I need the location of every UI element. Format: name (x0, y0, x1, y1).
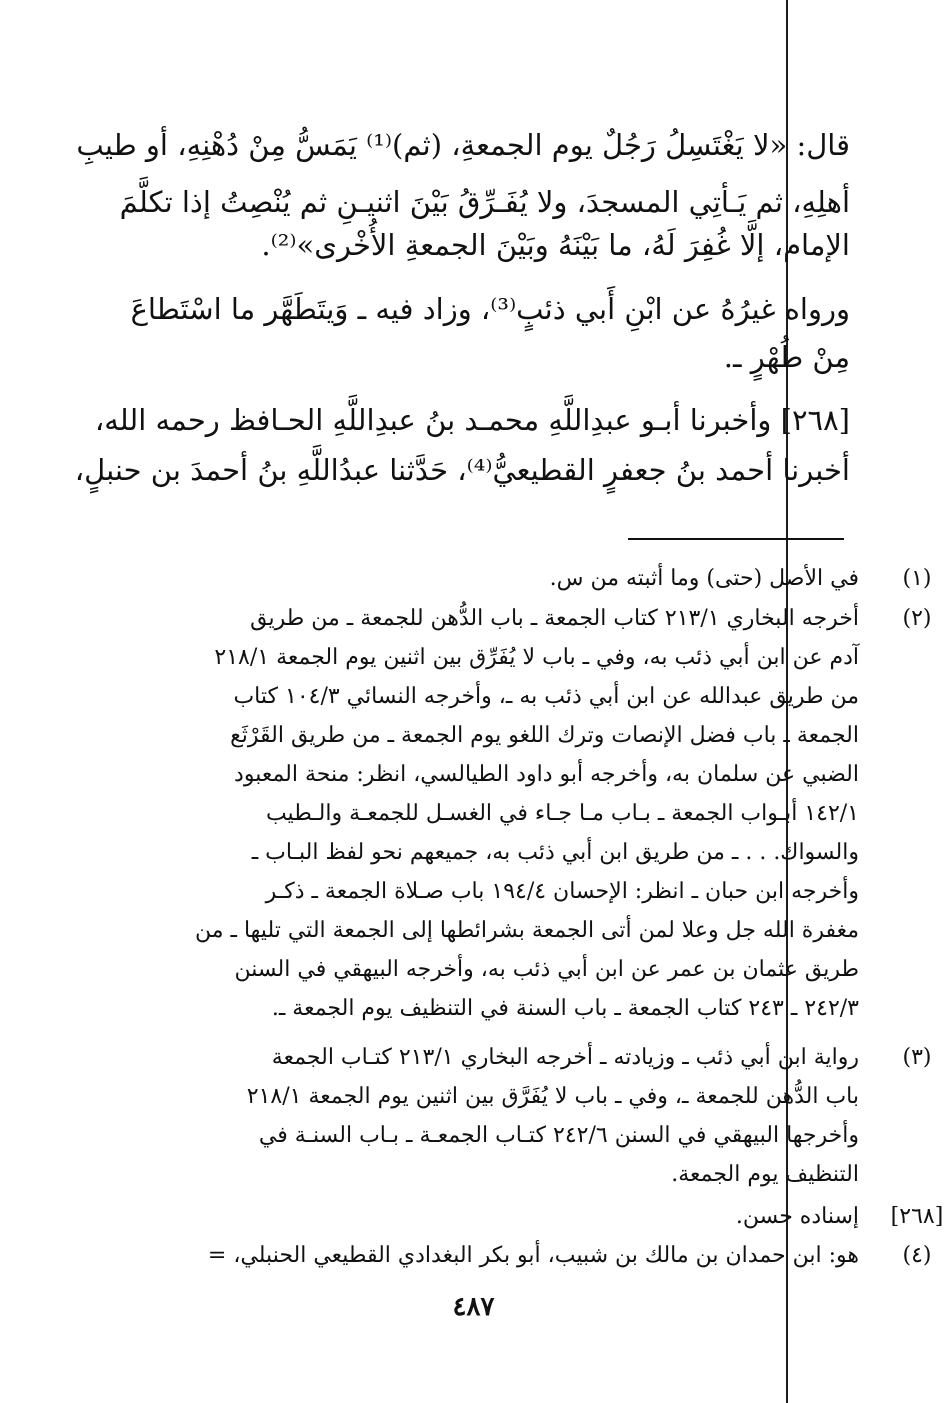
footnote-number: (٢) (902, 606, 932, 631)
footnote-line: آدم عن ابن أبي ذئب به، وفي ـ باب لا يُفَرِّق بين اثنين يوم الجمعة ٢١٨/١ (214, 645, 859, 670)
footnote-line: باب الدُّهن للجمعة ـ، وفي ـ باب لا يُفَرَّق بين اثنين يوم الجمعة ٢١٨/١ (246, 1084, 859, 1109)
footnote-number: (٣) (902, 1045, 932, 1070)
footnote-line: من طريق عبدالله عن ابن أبي ذئب به ـ، وأخرجه النسائي ١٠٤/٣ كتاب (233, 684, 859, 709)
page-number: ٤٨٧ (452, 1292, 495, 1322)
main-line: ورواه غيرُهُ عن ابْنِ أَبي ذئبٍ⁽³⁾، وزاد فيه ـ وَيتَطَهَّر ما اسْتَطاعَ (130, 292, 850, 326)
footnote-number: [٢٦٨] (890, 1204, 944, 1229)
footnote-line: التنظيف يوم الجمعة. (671, 1162, 859, 1187)
main-line: مِنْ طُهْرٍ ـ. (723, 340, 850, 374)
main-line: قال: «لا يَغْتَسِلُ رَجُلٌ يوم الجمعةِ، (ثم)⁽¹⁾ يَمَسُّ مِنْ دُهْنِهِ، أو طيبِ (76, 128, 850, 162)
footnote-line: إسناده حسن. (735, 1204, 859, 1229)
footnote-line: وأخرجه ابن حبان ـ انظر: الإحسان ١٩٤/٤ باب صـلاة الجمعة ـ ذكـر (265, 879, 859, 904)
footnote-number: (١) (902, 566, 932, 591)
footnote-line: أخرجه البخاري ٢١٣/١ كتاب الجمعة ـ باب الدُّهن للجمعة ـ من طريق (250, 606, 859, 631)
main-line: أخبرنا أحمد بنُ جعفرٍ القطيعيُّ⁽⁴⁾، حَدَّثنا عبدُاللَّهِ بنُ أحمدَ بن حنبلٍ، (74, 453, 850, 487)
footnote-line: وأخرجها البيهقي في السنن ٢٤٢/٦ كتـاب الجمعـة ـ بـاب السنـة في (258, 1123, 859, 1148)
footnote-line: الضبي عن سلمان به، وأخرجه أبو داود الطيالسي، انظر: منحة المعبود (234, 762, 859, 787)
footnote-line: هو: ابن حمدان بن مالك بن شبيب، أبو بكر البغدادي القطيعي الحنبلي، = (207, 1243, 859, 1268)
footnote-line: ١٤٢/١ أبـواب الجمعة ـ بـاب مـا جـاء في الغسـل للجمعـة والـطيب (265, 801, 859, 826)
footnote-line: ٢٤٢/٣ ـ ٢٤٣ كتاب الجمعة ـ باب السنة في التنظيف يوم الجمعة ـ. (271, 996, 859, 1021)
main-line: [٢٦٨] وأخبرنا أبـو عبدِاللَّهِ محمـد بنُ عبدِاللَّهِ الحـافظ رحمه الله، (94, 403, 850, 437)
footnote-line: مغفرة الله جل وعلا لمن أتى الجمعة بشرائطها إلى الجمعة التي تليها ـ من (195, 918, 859, 943)
footnote-number: (٤) (902, 1243, 932, 1268)
footnote-line: طريق عثمان بن عمر عن ابن أبي ذئب به، وأخرجه البيهقي في السنن (234, 957, 859, 982)
footnote-line: في الأصل (حتى) وما أثبته من س. (549, 566, 859, 591)
footnote-separator (628, 538, 844, 540)
footnote-line: الجمعة ـ باب فضل الإنصات وترك اللغو يوم الجمعة ـ من طريق القَرْثَع (230, 723, 859, 748)
footnote-line: رواية ابن أبي ذئب ـ وزيادته ـ أخرجه البخاري ٢١٣/١ كتـاب الجمعة (271, 1045, 859, 1070)
main-line: الإمام، إلَّا غُفِرَ لَهُ، ما بَيْنَهُ وبَيْنَ الجمعةِ الأُخْرى»⁽²⁾. (261, 228, 850, 262)
footnote-line: والسواك. . . ـ من طريق ابن أبي ذئب به، جميعهم نحو لفظ البـاب ـ (251, 840, 859, 865)
main-line: أهلِهِ، ثم يَـأتِي المسجدَ، ولا يُفَـرِّقُ بَيْنَ اثنيـنِ ثم يُنْصِتُ إذا تكلَّمَ (119, 185, 850, 219)
